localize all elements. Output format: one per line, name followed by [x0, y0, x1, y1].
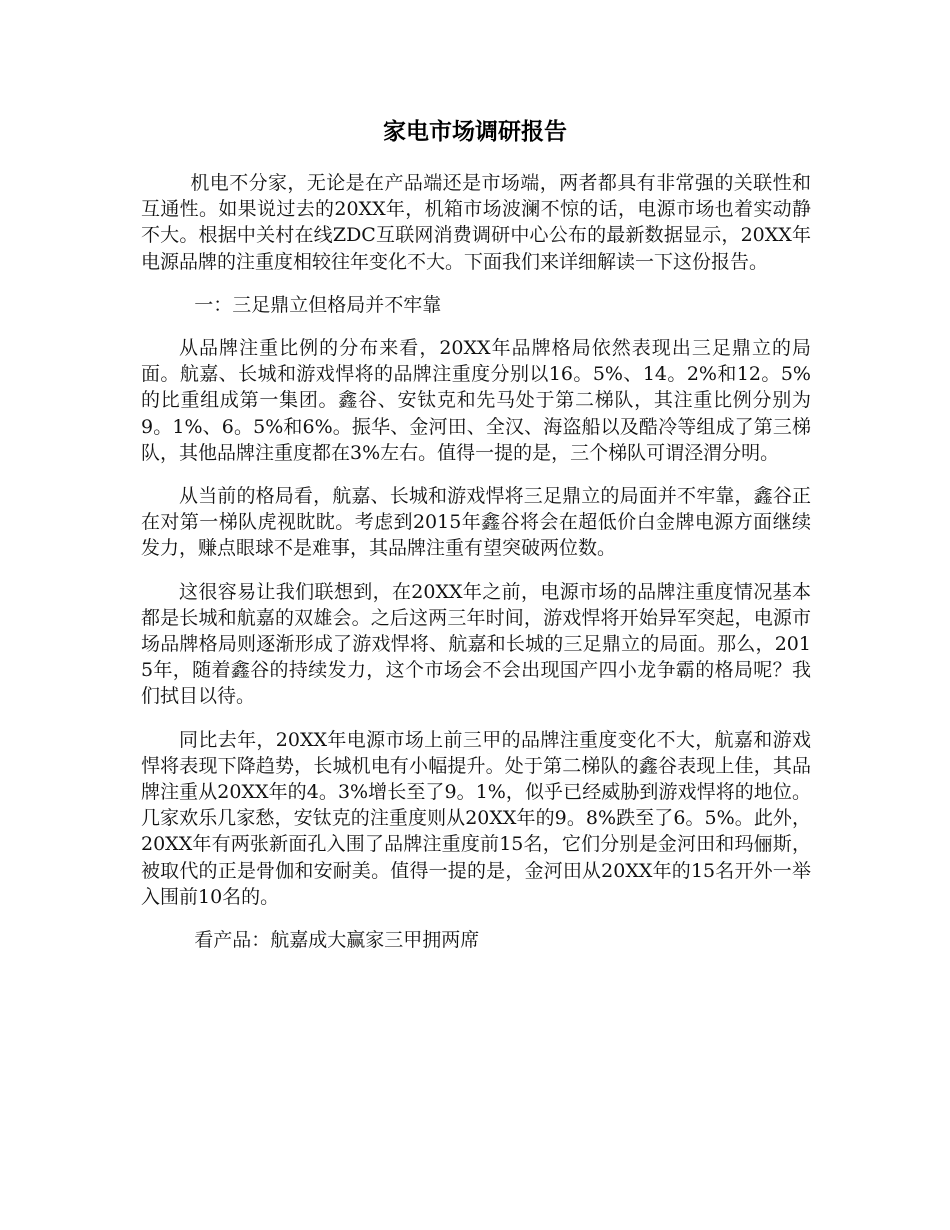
document-title: 家电市场调研报告 [383, 119, 567, 145]
body-paragraph: 同比去年，20XX年电源市场上前三甲的品牌注重度变化不大，航嘉和游戏悍将表现下降趋势，长城机电有小幅提升。处于第二梯队的鑫谷表现上佳，其品牌注重从20XX年的4。3%增长至了9。1%，似乎已经威胁到游戏悍将的地位。几家欢乐几家愁，安钛克的注重度则从20XX年的9。8%跌至了6。5%。此外，20XX年有两张新面孔入围了品牌注重度前15名，它们分别是金河田和玛俪斯，被取代的正是骨伽和安耐美。值得一提的是，金河田从20XX年的15名开外一举入围前10名的。 [141, 728, 811, 908]
intro-paragraph: 机电不分家，无论是在产品端还是市场端，两者都具有非常强的关联性和互通性。如果说过去的20XX年，机箱市场波澜不惊的话，电源市场也着实动静不大。根据中关村在线ZDC互联网消费调研中心公布的最新数据显示，20XX年电源品牌的注重度相较往年变化不大。下面我们来详细解读一下这份报告。 [141, 172, 811, 273]
body-paragraph: 这很容易让我们联想到，在20XX年之前，电源市场的品牌注重度情况基本都是长城和航嘉的双雄会。之后这两三年时间，游戏悍将开始异军突起，电源市场品牌格局则逐渐形成了游戏悍将、航嘉和长城的三足鼎立的局面。那么，2015年，随着鑫谷的持续发力，这个市场会不会出现国产四小龙争霸的格局呢？我们拭目以待。 [141, 580, 811, 708]
section-heading-2: 看产品：航嘉成大赢家三甲拥两席 [194, 929, 480, 952]
body-paragraph: 从当前的格局看，航嘉、长城和游戏悍将三足鼎立的局面并不牢靠，鑫谷正在对第一梯队虎视眈眈。考虑到2015年鑫谷将会在超低价白金牌电源方面继续发力，赚点眼球不是难事，其品牌注重有望突破两位数。 [141, 485, 811, 560]
section-heading-1: 一：三足鼎立但格局并不牢靠 [194, 293, 442, 316]
body-paragraph: 从品牌注重比例的分布来看，20XX年品牌格局依然表现出三足鼎立的局面。航嘉、长城和游戏悍将的品牌注重度分别以16。5%、14。2%和12。5%的比重组成第一集团。鑫谷、安钛克和先马处于第二梯队，其注重比例分别为9。1%、6。5%和6%。振华、金河田、全汉、海盗船以及酷冷等组成了第三梯队，其他品牌注重度都在3%左右。值得一提的是，三个梯队可谓泾渭分明。 [141, 337, 811, 464]
document-body [141, 170, 811, 970]
